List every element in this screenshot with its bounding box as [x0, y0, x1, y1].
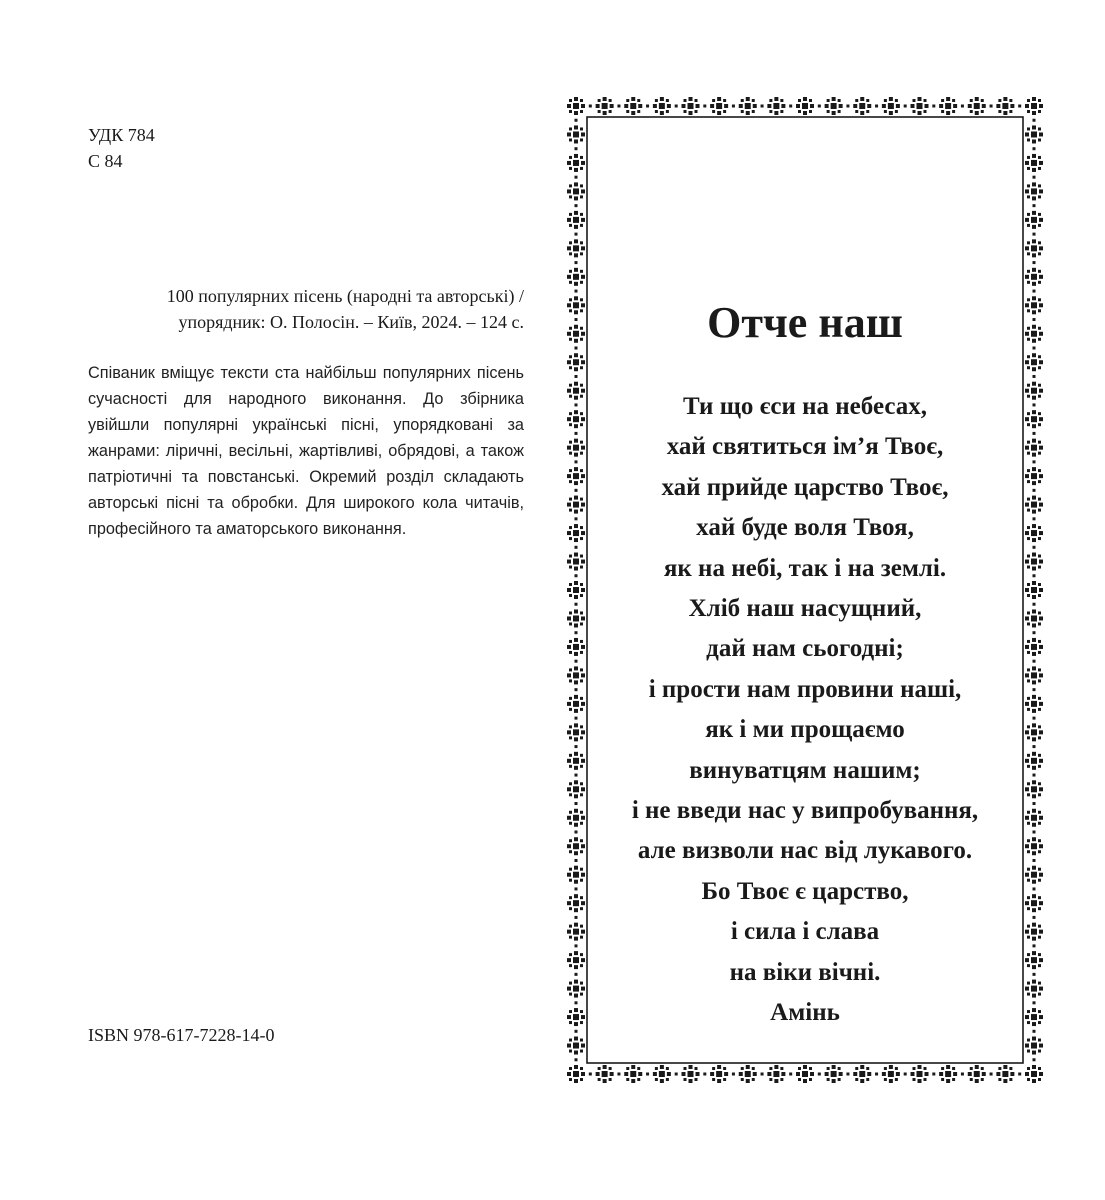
prayer-line: винуватцям нашим; — [689, 756, 921, 784]
prayer-line: на віки вічні. — [729, 958, 881, 986]
isbn-number: ISBN 978-617-7228-14-0 — [88, 1025, 275, 1045]
author-mark: С 84 — [88, 151, 123, 171]
prayer-line: як на небі, так і на землі. — [663, 554, 947, 582]
prayer-line: хай буде воля Твоя, — [696, 514, 914, 542]
prayer-line: Бо Твоє є царство, — [701, 877, 909, 905]
prayer-title: Отче наш — [707, 298, 903, 347]
prayer-line: Ти що єси на небесах, — [683, 393, 927, 420]
prayer-line: Хліб наш насущний, — [688, 595, 922, 623]
prayer-line: але визволи нас від лукавого. — [637, 837, 973, 865]
udc-code: УДК 784 — [88, 125, 155, 145]
prayer-line: Амінь — [770, 999, 840, 1027]
prayer-line: і сила і слава — [730, 918, 880, 946]
left-page — [0, 0, 540, 1200]
prayer-line: хай прийде царство Твоє, — [661, 473, 949, 501]
prayer-line: і не введи нас у випробування, — [631, 797, 979, 825]
prayer-line: хай святиться ім’я Твоє, — [666, 433, 944, 461]
prayer-line: як і ми прощаємо — [705, 716, 905, 744]
annotation-paragraph: Співаник вміщує тексти ста найбільш популярних пісень сучасності для народного виконання. До збірника увійшли популярні українські пісні, упорядковані за жанрами: ліричні, весільні, жартівливі, обрядові, а також патріотичні та повстанські. Окремий розділ складають авторські пісні та обробки. Для широкого кола читачів, професійного та аматорського виконання. — [88, 364, 524, 538]
udc-classification — [88, 122, 155, 174]
prayer-line: дай нам сьогодні; — [706, 635, 904, 663]
prayer-line: і прости нам провини наші, — [648, 675, 962, 703]
bibliographic-record — [104, 283, 524, 335]
prayer-text — [565, 387, 1045, 1034]
bibliographic-line: 100 популярних пісень (народні та авторські) / — [166, 286, 524, 306]
prayer-page — [565, 95, 1045, 1085]
bibliographic-line: упорядник: О. Полосін. – Київ, 2024. – 124 с. — [178, 312, 524, 332]
